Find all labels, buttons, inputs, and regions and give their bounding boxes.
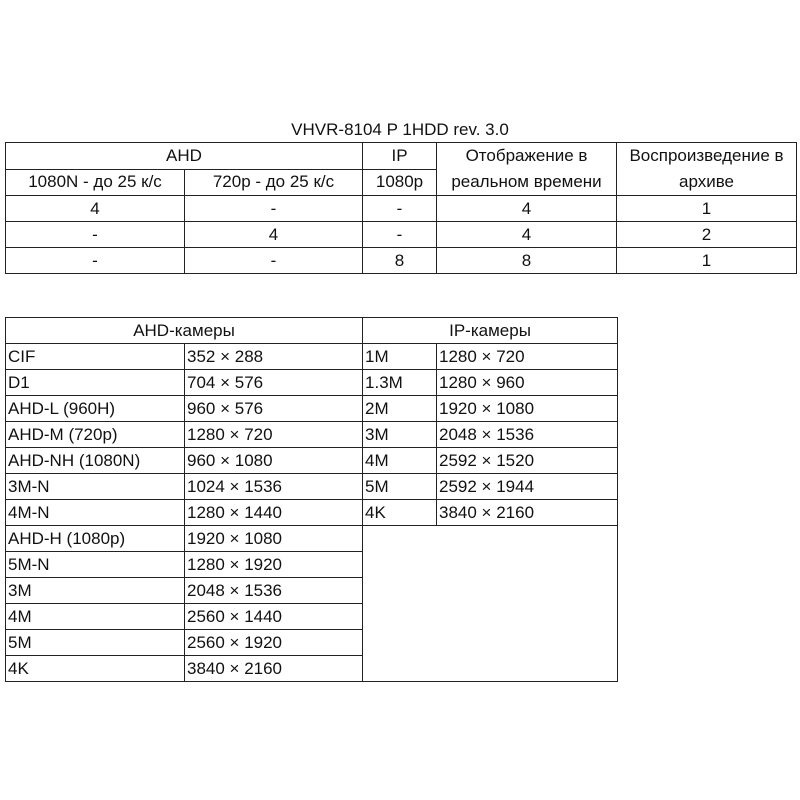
ahd-format-cell: 4M-N bbox=[6, 500, 185, 526]
ahd-format-cell: 4K bbox=[6, 656, 185, 682]
ip-format-cell: 4K bbox=[363, 500, 437, 526]
ip-resolution-cell: 1280 × 720 bbox=[437, 344, 618, 370]
table-cell: - bbox=[6, 222, 185, 248]
table-cell: 2 bbox=[617, 222, 797, 248]
ahd-resolution-cell: 1280 × 1920 bbox=[185, 552, 363, 578]
table-cell: - bbox=[185, 248, 363, 274]
ahd-format-cell: AHD-L (960H) bbox=[6, 396, 185, 422]
col-720p-header: 720p - до 25 к/с bbox=[185, 169, 363, 196]
recording-modes-table bbox=[5, 142, 797, 274]
table-row bbox=[6, 396, 618, 422]
table-cell: 8 bbox=[437, 248, 617, 274]
table-cell: 8 bbox=[363, 248, 437, 274]
table-cell: 4 bbox=[6, 196, 185, 222]
ahd-format-cell: 3M-N bbox=[6, 474, 185, 500]
ahd-resolution-cell: 1920 × 1080 bbox=[185, 526, 363, 552]
table-header-row bbox=[6, 318, 618, 344]
table-row bbox=[6, 500, 618, 526]
table-row bbox=[6, 370, 618, 396]
ahd-format-cell: CIF bbox=[6, 344, 185, 370]
ip-resolution-cell: 2592 × 1520 bbox=[437, 448, 618, 474]
ip-resolution-cell: 2048 × 1536 bbox=[437, 422, 618, 448]
table-cell: 4 bbox=[185, 222, 363, 248]
ip-resolution-cell: 3840 × 2160 bbox=[437, 500, 618, 526]
ahd-resolution-cell: 3840 × 2160 bbox=[185, 656, 363, 682]
ahd-format-cell: 5M bbox=[6, 630, 185, 656]
realtime-display-header: Отображение в реальном времени bbox=[437, 143, 617, 196]
ahd-resolution-cell: 352 × 288 bbox=[185, 344, 363, 370]
ip-resolution-cell: 1920 × 1080 bbox=[437, 396, 618, 422]
document-title: VHVR-8104 P 1HDD rev. 3.0 bbox=[291, 120, 509, 139]
table-cell: - bbox=[363, 222, 437, 248]
table-row bbox=[6, 222, 797, 248]
ip-cameras-header: IP-камеры bbox=[363, 318, 618, 344]
ahd-format-cell: AHD-H (1080p) bbox=[6, 526, 185, 552]
camera-resolutions-table bbox=[5, 317, 618, 682]
ahd-resolution-cell: 1024 × 1536 bbox=[185, 474, 363, 500]
table-cell: 4 bbox=[437, 196, 617, 222]
ip-format-cell: 1.3M bbox=[363, 370, 437, 396]
ahd-format-cell: 4M bbox=[6, 604, 185, 630]
table-row bbox=[6, 248, 797, 274]
archive-playback-header: Воспроизведение в архиве bbox=[617, 143, 797, 196]
ahd-group-header: AHD bbox=[6, 143, 363, 170]
ahd-format-cell: AHD-M (720p) bbox=[6, 422, 185, 448]
ip-format-cell: 4M bbox=[363, 448, 437, 474]
ahd-cameras-header: AHD-камеры bbox=[6, 318, 363, 344]
ahd-resolution-cell: 2560 × 1920 bbox=[185, 630, 363, 656]
table-row bbox=[6, 474, 618, 500]
table-header-row bbox=[6, 143, 797, 170]
table-cell: 4 bbox=[437, 222, 617, 248]
ahd-resolution-cell: 704 × 576 bbox=[185, 370, 363, 396]
ahd-resolution-cell: 2048 × 1536 bbox=[185, 578, 363, 604]
ahd-format-cell: 5M-N bbox=[6, 552, 185, 578]
table-row bbox=[6, 448, 618, 474]
table-row bbox=[6, 422, 618, 448]
ahd-resolution-cell: 1280 × 1440 bbox=[185, 500, 363, 526]
ip-resolution-cell: 1280 × 960 bbox=[437, 370, 618, 396]
table-row bbox=[6, 526, 618, 552]
ahd-resolution-cell: 960 × 1080 bbox=[185, 448, 363, 474]
ahd-format-cell: D1 bbox=[6, 370, 185, 396]
ip-group-header: IP bbox=[363, 143, 437, 170]
table-cell: - bbox=[6, 248, 185, 274]
col-ip-1080p-header: 1080p bbox=[363, 169, 437, 196]
ahd-resolution-cell: 2560 × 1440 bbox=[185, 604, 363, 630]
table-cell: 1 bbox=[617, 196, 797, 222]
ahd-format-cell: AHD-NH (1080N) bbox=[6, 448, 185, 474]
table-cell: 1 bbox=[617, 248, 797, 274]
table-cell: - bbox=[363, 196, 437, 222]
ip-format-cell: 2M bbox=[363, 396, 437, 422]
table-cell: - bbox=[185, 196, 363, 222]
ip-format-cell: 1M bbox=[363, 344, 437, 370]
ahd-resolution-cell: 960 × 576 bbox=[185, 396, 363, 422]
ip-format-cell: 3M bbox=[363, 422, 437, 448]
table-row bbox=[6, 344, 618, 370]
ip-format-cell: 5M bbox=[363, 474, 437, 500]
ip-resolution-cell: 2592 × 1944 bbox=[437, 474, 618, 500]
col-1080n-header: 1080N - до 25 к/с bbox=[6, 169, 185, 196]
ahd-resolution-cell: 1280 × 720 bbox=[185, 422, 363, 448]
ip-empty-area bbox=[363, 526, 618, 682]
table-row bbox=[6, 196, 797, 222]
ahd-format-cell: 3M bbox=[6, 578, 185, 604]
